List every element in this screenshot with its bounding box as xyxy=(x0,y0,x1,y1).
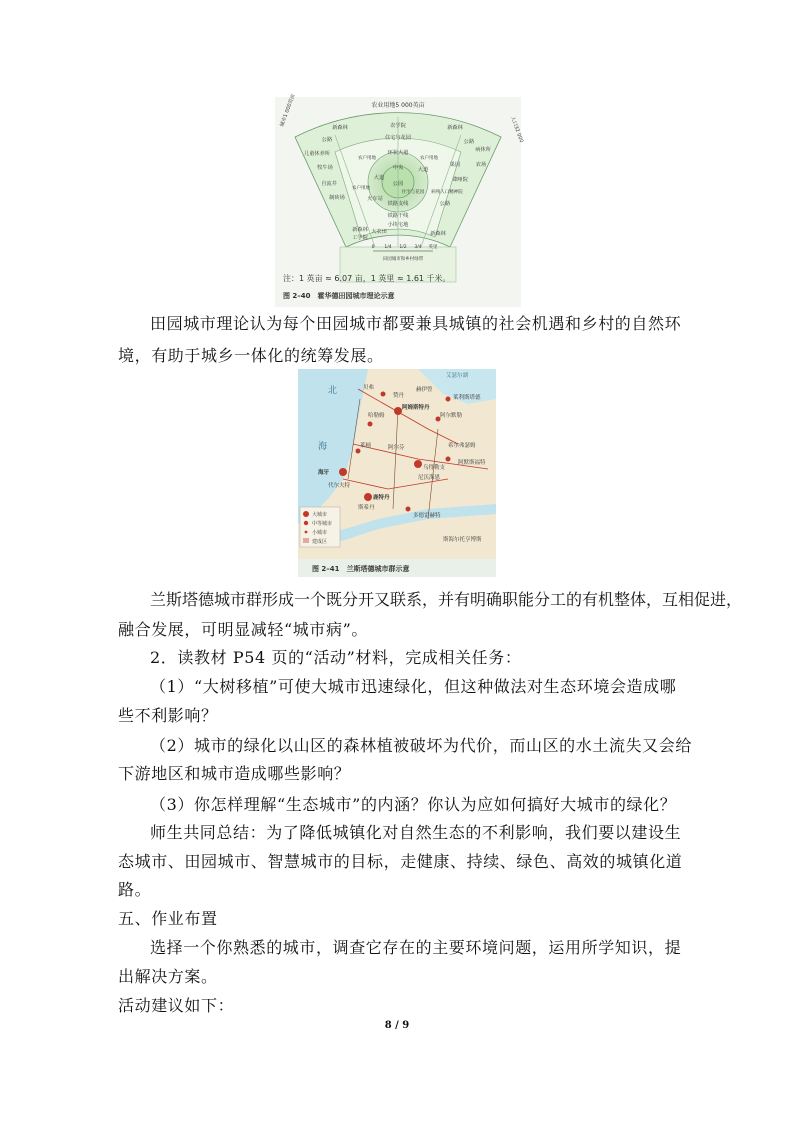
fig1-cell: 小块宅地 xyxy=(387,222,409,228)
question1-line1: （1）“大树移植”可使大城市迅速绿化，但这种做法对生态环境会造成哪 xyxy=(150,677,677,696)
homework-line1: 选择一个你熟悉的城市，调查它存在的主要环境问题，运用所学知识，提 xyxy=(150,938,682,957)
fig1-cell: 儿童休养所 xyxy=(304,151,330,157)
fig1-cell: 新森林 xyxy=(447,125,463,131)
place-label: 乌得勒支 xyxy=(423,465,446,471)
fig1-cell: 火车站 xyxy=(367,196,383,202)
fig1-cell: 自流井 xyxy=(321,181,337,187)
city-dot xyxy=(394,407,402,415)
fig1-cell: 住宅与花园 xyxy=(385,135,411,141)
fig1-cell: 农户用地 xyxy=(352,186,370,191)
fig1-cell: 病残人口精神院 xyxy=(431,190,463,195)
question1-line2: 些不利影响？ xyxy=(118,706,218,725)
fig1-cell: 制砖场 xyxy=(329,195,345,201)
place-label: 赫伊曾 xyxy=(416,387,433,393)
figure1-note: 注：1 英亩 ≈ 6.07 亩，1 英里 ≈ 1.61 千米。 xyxy=(283,274,451,283)
homework-line2: 出解决方案。 xyxy=(118,967,218,986)
fig1-cell: 牧牛场 xyxy=(317,165,333,171)
fig1-cell: 农户用地 xyxy=(358,156,376,161)
city-dot xyxy=(406,507,411,512)
section-heading: 五、作业布置 xyxy=(118,909,218,928)
figure2-caption: 图 2–41 兰斯塔德城市群示意 xyxy=(312,565,410,573)
fig1-cell: 公园 xyxy=(392,181,404,187)
fig1-cell: 病休所 xyxy=(475,147,491,153)
para1-line1: 田园城市理论认为每个田园城市都要兼具城镇的社会机遇和乡村的自然环 xyxy=(150,314,682,333)
fig1-cell: 公路 xyxy=(463,139,475,145)
summary-line2: 态城市、田园城市、智慧城市的目标，走健康、持续、绿色、高效的城镇化道 xyxy=(118,852,683,871)
right-label: 人口32 000 xyxy=(509,115,525,144)
question2-line1: （2）城市的绿化以山区的森林植被破坏为代价，而山区的水土流失又会给 xyxy=(150,736,692,755)
city-dot xyxy=(364,493,372,501)
fig1-cell: 住宅与花园 xyxy=(401,190,425,195)
place-label: 阿尔默勒 xyxy=(440,413,463,419)
map-legend xyxy=(300,507,340,547)
fig1-cell: 大道 xyxy=(373,175,385,181)
sea-label-1: 北 xyxy=(328,386,338,396)
question3: （3）你怎样理解“生态城市”的内涵？你认为应如何搞好大城市的绿化？ xyxy=(150,795,677,814)
place-label: 希尔弗瑟姆 xyxy=(448,443,476,449)
summary-line3: 路。 xyxy=(118,880,152,899)
place-label: 艾瑟尔湖 xyxy=(446,373,469,379)
sea-label-2: 海 xyxy=(318,442,328,452)
city-dot xyxy=(381,392,386,397)
fig1-cell: 新森林 xyxy=(430,231,446,237)
svg-text:大城市: 大城市 xyxy=(312,512,328,518)
place-label: 赞丹 xyxy=(393,393,405,399)
city-dot xyxy=(446,457,451,462)
city-dot xyxy=(339,468,347,476)
summary-line1: 师生共同总结：为了降低城镇化对自然生态的不利影响，我们要以建设生 xyxy=(150,823,682,842)
garden-city-figure xyxy=(275,93,525,307)
randstad-map xyxy=(298,369,496,559)
place-label: 海牙 xyxy=(318,470,330,476)
svg-text:小城市: 小城市 xyxy=(312,530,328,536)
svg-text:英里: 英里 xyxy=(428,245,438,250)
para2-line1: 兰斯塔德城市群形成一个既分开又联系，并有明确职能分工的有机整体，互相促进， xyxy=(150,590,743,609)
top-label: 农业用地5 000英亩 xyxy=(371,102,425,109)
fig1-cell: 大农田 xyxy=(371,229,387,235)
place-label: 莱顿 xyxy=(360,443,372,449)
city-dot xyxy=(368,422,373,427)
place-label: 鹿特丹 xyxy=(373,495,390,501)
place-label: 贝弗 xyxy=(363,385,375,391)
para1-line2: 境，有助于城乡一体化的统筹发展。 xyxy=(118,346,384,365)
randstad-figure xyxy=(298,369,496,577)
city-dot xyxy=(414,460,422,468)
page-number: 8 / 9 xyxy=(384,1020,410,1031)
figure1-caption: 图 2–40 霍华德田园城市理论示意 xyxy=(283,292,395,300)
svg-text:田园城市和乡村绿带: 田园城市和乡村绿带 xyxy=(382,257,424,262)
svg-text:中等城市: 中等城市 xyxy=(312,521,333,527)
fig1-cell: 工学院 xyxy=(352,235,368,241)
city-dot xyxy=(446,397,451,402)
para2-line2: 融合发展，可明显减轻“城市病”。 xyxy=(118,620,368,639)
svg-text:3/4: 3/4 xyxy=(414,245,422,250)
place-label: 多德雷赫特 xyxy=(413,513,441,519)
svg-text:1/2: 1/2 xyxy=(399,245,407,250)
fig1-cell: 环状大道 xyxy=(387,150,409,156)
fig1-cell: 公路 xyxy=(439,201,451,207)
place-label: 代尔夫特 xyxy=(328,483,351,489)
fig1-cell: 中央 xyxy=(392,165,404,171)
city-dot xyxy=(356,449,361,454)
fig1-cell: 新森林 xyxy=(332,125,348,131)
fig1-cell: 农场 xyxy=(475,162,487,168)
fig1-cell: 铁路干线 xyxy=(387,213,409,219)
svg-text:1/4: 1/4 xyxy=(384,245,392,250)
place-label: 阿默斯福特 xyxy=(458,460,486,466)
fig1-cell: 农户用地 xyxy=(420,156,438,161)
fig1-cell: 新森林 xyxy=(352,227,368,233)
fig1-cell: 铁路支线 xyxy=(387,201,409,207)
fig1-cell: 果园 xyxy=(449,162,461,168)
place-label: 斯希丹 xyxy=(358,505,375,511)
svg-text:0: 0 xyxy=(371,245,375,250)
task-line: 2．读教材 P54 页的“活动”材料，完成相关任务： xyxy=(150,648,522,667)
question2-line2: 下游地区和城市造成哪些影响？ xyxy=(118,764,351,783)
activity-line: 活动建议如下： xyxy=(118,996,235,1015)
corner-label: 斯海尔托亨博斯 xyxy=(443,537,482,543)
place-label: 哈勒姆 xyxy=(368,413,385,419)
fig1-cell: 农学院 xyxy=(390,123,406,129)
place-label: 尼沃海恩 xyxy=(418,475,441,481)
place-label: 阿尔芬 xyxy=(388,445,405,451)
place-label: 莱利斯塔德 xyxy=(453,395,481,401)
place-label: 阿姆斯特丹 xyxy=(402,405,430,411)
fig1-cell: 聋哑院 xyxy=(452,177,468,183)
left-label: 城市1 000英亩 xyxy=(279,93,297,128)
svg-text:建成区: 建成区 xyxy=(312,539,328,545)
fig1-cell: 公路 xyxy=(321,137,333,143)
fig1-cell: 大道 xyxy=(417,167,429,173)
